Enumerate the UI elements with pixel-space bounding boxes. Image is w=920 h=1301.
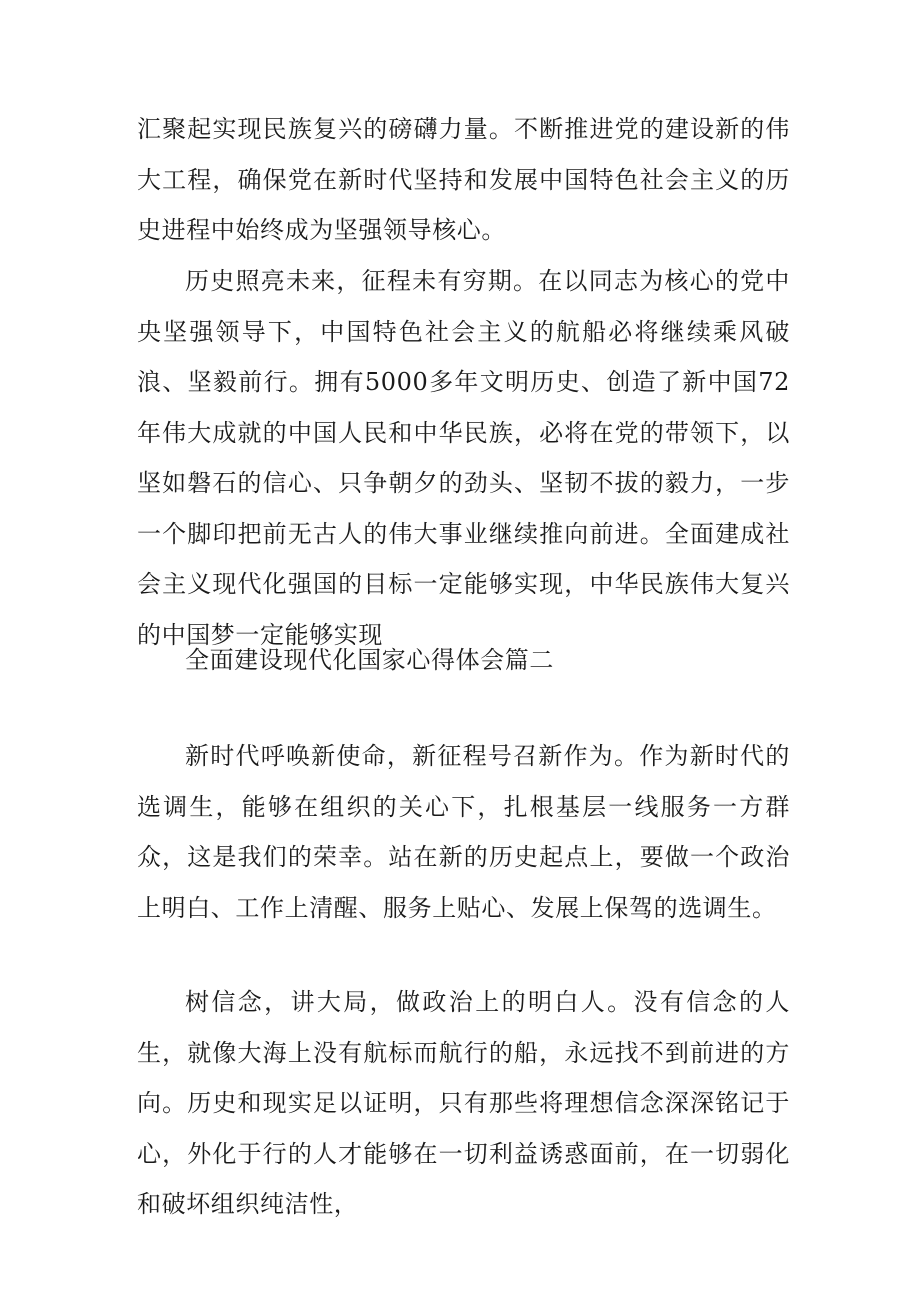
paragraph-text: 汇聚起实现民族复兴的磅礴力量。不断推进党的建设新的伟大工程，确保党在新时代坚持和发展中国特色社会主义的历史进程中始终成为坚强领导核心。	[137, 115, 790, 244]
paragraph-new-era	[137, 731, 790, 933]
paragraph-text: 新时代呼唤新使命，新征程号召新作为。作为新时代的选调生，能够在组织的关心下，扎根基层一线服务一方群众，这是我们的荣幸。站在新的历史起点上，要做一个政治上明白、工作上清醒、服务上贴心、发展上保驾的选调生。	[137, 742, 790, 922]
paragraph-belief	[137, 977, 790, 1230]
paragraph-text: 历史照亮未来，征程未有穷期。在以同志为核心的党中央坚强领导下，中国特色社会主义的航船必将继续乘风破浪、坚毅前行。拥有5000多年文明历史、创造了新中国72年伟大成就的中国人民和中华民族，必将在党的带领下，以坚如磐石的信心、只争朝夕的劲头、坚韧不拔的毅力，一步一个脚印把前无古人的伟大事业继续推向前进。全面建成社会主义现代化强国的目标一定能够实现，中华民族伟大复兴的中国梦一定能够实现	[137, 267, 790, 649]
paragraph-history	[137, 256, 790, 660]
section-heading	[137, 635, 790, 686]
paragraph-continuation	[137, 104, 790, 256]
heading-text: 全面建设现代化国家心得体会篇二	[185, 646, 554, 674]
paragraph-text: 树信念，讲大局，做政治上的明白人。没有信念的人生，就像大海上没有航标而航行的船，永远找不到前进的方向。历史和现实足以证明，只有那些将理想信念深深铭记于心，外化于行的人才能够在一切利益诱惑面前，在一切弱化和破坏组织纯洁性，	[137, 988, 790, 1218]
